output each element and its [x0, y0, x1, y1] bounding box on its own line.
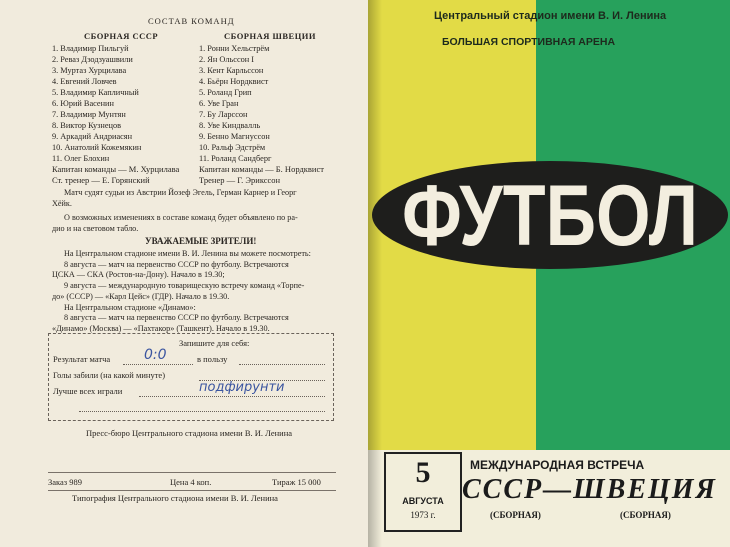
match-teams: СССР—ШВЕЦИЯ	[462, 474, 717, 505]
notes-box	[48, 333, 334, 421]
team-ussr-title: СБОРНАЯ СССР	[84, 31, 159, 41]
in-favor-line	[239, 363, 325, 365]
best-players-line	[139, 395, 325, 397]
roster-item: 10. Анатолий Кожемякин	[52, 143, 142, 153]
roster-item: 4. Евгений Ловчев	[52, 77, 117, 87]
extra-line	[79, 410, 325, 412]
roster-item: 10. Ральф Эдстрём	[199, 143, 266, 153]
ussr-roster	[52, 43, 141, 165]
order-number: Заказ 989	[48, 477, 83, 487]
roster-item: 4. Бьёрн Нордквист	[199, 77, 269, 87]
roster-item: 5. Роланд Грип	[199, 88, 252, 98]
roster-item: 1. Владимир Пильгуй	[52, 44, 129, 53]
price: Цена 4 коп.	[170, 477, 212, 487]
roster-item: 8. Виктор Кузнецов	[52, 121, 122, 131]
roster-item: 11. Роланд Сандберг	[199, 154, 272, 164]
result-line	[123, 363, 193, 365]
goals-label: Голы забили (на какой минуте)	[53, 370, 166, 380]
coach-sweden: Тренер — Г. Эриксcон	[199, 175, 281, 185]
roster-item: 3. Кент Карльссон	[199, 66, 264, 76]
result-handwriting: 0:0	[144, 347, 167, 363]
divider	[48, 490, 336, 491]
date-box	[384, 452, 462, 532]
team-sweden-title: СБОРНАЯ ШВЕЦИИ	[224, 31, 317, 41]
roster-item: 6. Уве Гран	[199, 99, 239, 109]
circulation: Тираж 15 000	[272, 477, 321, 487]
roster-item: 2. Реваз Дзодзуашвили	[52, 55, 133, 65]
coach-ussr: Ст. тренер — Е. Горянский	[52, 175, 150, 185]
team-right-label: (СБОРНАЯ)	[620, 510, 671, 520]
football-title: ФУТБОЛ	[402, 168, 698, 264]
roster-item: 7. Бу Ларссон	[199, 110, 248, 120]
in-favor-label: в пользу	[197, 354, 228, 364]
match-type: МЕЖДУНАРОДНАЯ ВСТРЕЧА	[470, 458, 645, 472]
roster-item: 3. Муртаз Хурцилава	[52, 66, 127, 76]
roster-item: 1. Ронни Хельстрём	[199, 44, 270, 53]
cover-page	[368, 0, 730, 547]
roster-item: 6. Юрий Васенин	[52, 99, 114, 109]
captain-ussr: Капитан команды — М. Хурцилава	[52, 164, 180, 174]
best-players-label: Лучше всех играли	[53, 386, 123, 396]
printer: Типография Центрального стадиона имени В. И. Ленина	[72, 493, 278, 503]
team-left-label: (СБОРНАЯ)	[490, 510, 541, 520]
press-bureau: Пресс-бюро Центрального стадиона имени В. И. Ленина	[86, 428, 293, 438]
roster-item: 9. Бенно Магнуссон	[199, 132, 270, 142]
football-title-art	[368, 150, 730, 280]
roster-item: 11. Олег Блохин	[52, 154, 110, 164]
spectators-title: УВАЖАЕМЫЕ ЗРИТЕЛИ!	[145, 236, 257, 246]
roster-item: 2. Ян Ольссон I	[199, 55, 255, 65]
captain-sweden: Капитан команды — Б. Нордквист	[199, 164, 324, 174]
roster-item: 9. Аркадий Андриасян	[52, 132, 133, 142]
stadium-name: Центральный стадион имени В. И. Ленина	[434, 10, 667, 22]
sweden-roster	[199, 43, 271, 165]
date-year: 1973 г.	[410, 510, 436, 520]
best-players-handwriting: подфирунти	[199, 380, 285, 395]
spectators-text: На Центральном стадионе имени В. И. Ленина вы можете посмотреть: 8 августа — матч на первенство СССР по футболу. Встречаются ЦСКА — СКА (Ростов-на-Дону). Начало в 19.30; 9 августа — международную товарищескую встречу команд «Торпе- до» (СССР) — «Карл Цейс» (ГДР). Начало в 19.30. На Центральном стадионе «Динамо»: 8 августа — матч на первенство СССР по футболу. Встречаются «Динамо» (Москва) — «Пахтакор» (Ташкент). Начало в 19.30.	[52, 249, 311, 333]
notes-title: Запишите для себя:	[179, 338, 250, 348]
roster-item: 7. Владимир Мунтян	[52, 110, 126, 120]
referees-text: Матч судят судьи из Австрии Йозеф Эгель, Герман Карнер и Георг Хёйк.	[52, 188, 297, 208]
result-label: Результат матча	[53, 354, 111, 364]
divider	[48, 472, 336, 473]
changes-note: О возможных изменениях в составе команд будет объявлено по ра- дио и на световом табло.	[52, 213, 298, 233]
arena-name: БОЛЬШАЯ СПОРТИВНАЯ АРЕНА	[442, 36, 616, 48]
roster-item: 8. Уве Киндвалль	[199, 121, 261, 131]
date-day: 5	[415, 456, 431, 489]
date-month: АВГУСТА	[402, 496, 444, 506]
roster-item: 5. Владимир Капличный	[52, 88, 139, 98]
lineups-title: СОСТАВ КОМАНД	[148, 16, 235, 26]
